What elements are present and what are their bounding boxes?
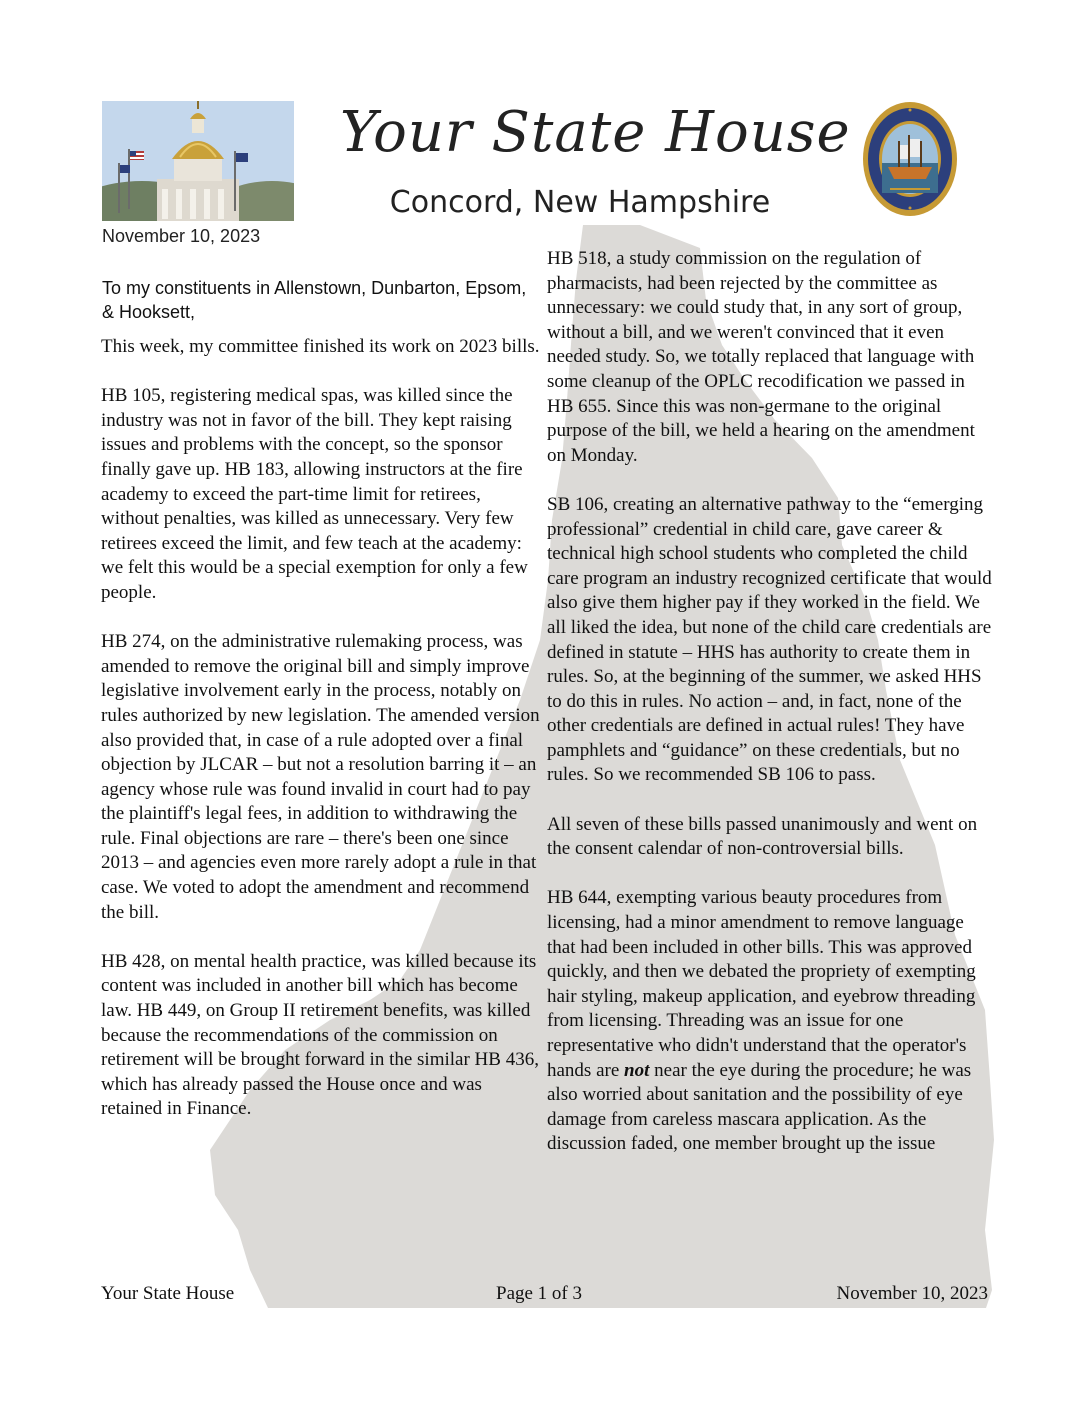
newsletter-date: November 10, 2023: [102, 226, 261, 246]
state-house-photo: [102, 101, 294, 221]
paragraph-text: HB 644, exempting various beauty procedures from licensing, had a minor amendment to remove language that had been included in other bills. This was approved quickly, and then we debated the propriety of exempting hair styling, makeup application, and eyebrow threading from licensing. Threading was an issue for one representative who didn't understand that the operator's hands are: [547, 887, 976, 1081]
paragraph-text: near the eye during the procedure; he was also worried about sanitation and the possibility of eye damage from careless mascara application. As the discussion faded, one member brought up the issue: [547, 1059, 972, 1155]
paragraph: [547, 886, 992, 1157]
paragraph: HB 274, on the administrative rulemaking process, was amended to remove the original bill and simply improve legislative involvement early in the process, notably on rules authorized by new legislation. The amended version also provided that, in case of a rule adopted over a final objection by JLCAR – but not a resolution barring it – an agency whose rule was found invalid in court had to pay the plaintiff's legal fees, in addition to withdrawing the rule. Final objections are rare – there's been one since 2013 – and agencies even more rarely adopt a rule in that case. We voted to adopt the amendment and recommend the bill.: [101, 631, 540, 923]
masthead-title: Your State House: [340, 100, 851, 165]
new-hampshire-seal-icon: [862, 101, 958, 217]
paragraph: HB 428, on mental health practice, was killed because its content was included in another bill which has become law. HB 449, on Group II retirement benefits, was killed because the recommendations of the commission on retirement will be brought forward in the similar HB 436, which has already passed the House once and was retained in Finance.: [101, 950, 539, 1120]
footer-title: Your State House: [101, 1283, 235, 1304]
paragraph: SB 106, creating an alternative pathway to the “emerging professional” credential in child care, gave career & technical high school students who completed the child care program an industry recognized certificate that would also give them higher pay if they worked in the field. We all liked the idea, but none of the child care credentials are defined in statute – HHS has authority to create them in rules. So, at the beginning of the summer, we asked HHS to do this in rules. No action – and, in fact, none of the other credentials are defined in actual rules! They have pamphlets and “guidance” on these credentials, but no rules. So we recommended SB 106 to pass.: [547, 493, 992, 786]
paragraph: All seven of these bills passed unanimously and went on the consent calendar of non-controversial bills.: [547, 813, 978, 860]
paragraph: HB 105, registering medical spas, was killed since the industry was not in favor of the bill. They kept raising issues and problems with the concept, so the sponsor finally gave up. HB 183, allowing instructors at the fire academy to exceed the part-time limit for retirees, without penalties, was killed as unnecessary. Very few retirees exceed the limit, and few teach at the academy: we felt this would be a special exemption for only a few people.: [101, 385, 528, 603]
paragraph: This week, my committee finished its work on 2023 bills.: [101, 336, 540, 357]
right-column: [547, 247, 992, 1182]
emphasis-text: not: [624, 1059, 650, 1081]
left-column: [101, 335, 543, 1147]
salutation: To my constituents in Allenstown, Dunbarton, Epsom, & Hooksett,: [102, 278, 527, 322]
page-number: Page 1 of 3: [496, 1283, 583, 1304]
paragraph: HB 518, a study commission on the regulation of pharmacists, had been rejected by the committee as unnecessary: we could study that, in any sort of group, without a bill, and we weren't convinced that it even needed study. So, we totally replaced that language with some cleanup of the OPLC recodification we passed in HB 655. Since this was non-germane to the original purpose of the bill, we held a hearing on the amendment on Monday.: [547, 248, 975, 466]
footer-date: November 10, 2023: [836, 1283, 988, 1304]
masthead-subtitle: Concord, New Hampshire: [389, 185, 771, 220]
